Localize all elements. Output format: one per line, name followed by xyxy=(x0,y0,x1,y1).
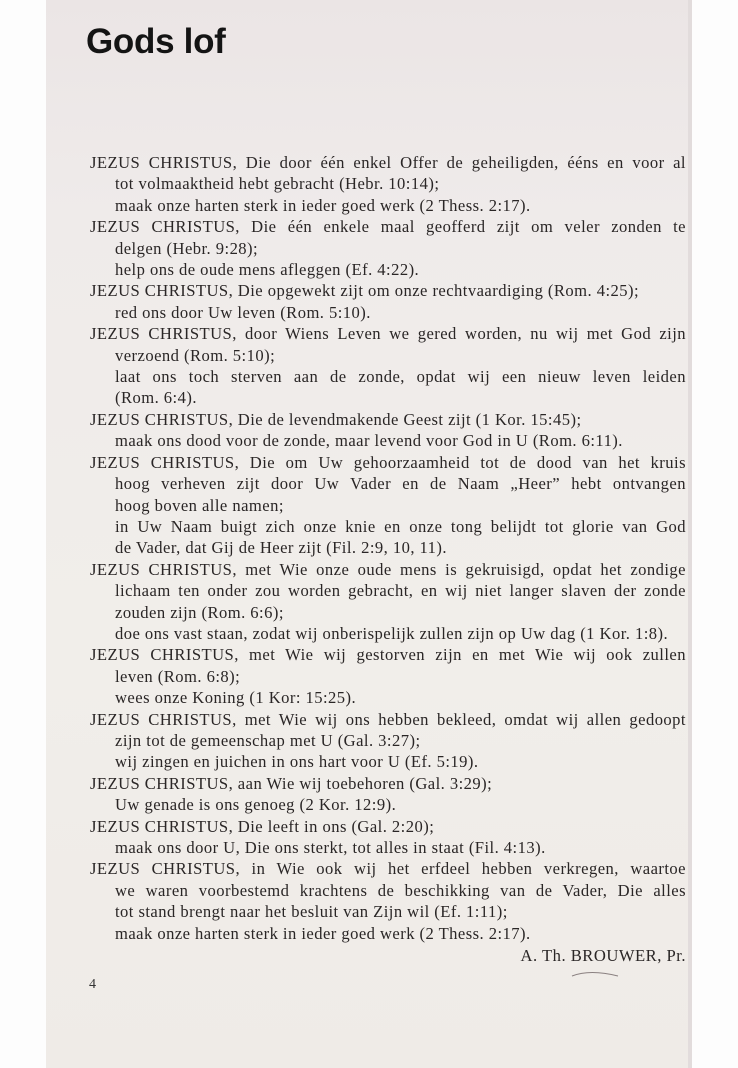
litany-entry xyxy=(90,559,686,645)
invocation-line: zouden zijn (Rom. 6:6); xyxy=(115,602,284,622)
invocation-line: JEZUS CHRISTUS, met Wie wij gestorven zijn en met Wie wij ook zullen xyxy=(90,645,686,665)
invocation-line: JEZUS CHRISTUS, door Wiens Leven we gered worden, nu wij met God zijn xyxy=(90,324,686,344)
litany-text xyxy=(90,152,686,944)
invocation-line: JEZUS CHRISTUS, met Wie onze oude mens is gekruisigd, opdat het zondige xyxy=(90,559,686,579)
invocation-line: zijn tot de gemeenschap met U (Gal. 3:27); xyxy=(115,730,421,750)
litany-entry xyxy=(90,773,686,816)
invocation-line: hoog boven alle namen; xyxy=(115,495,284,515)
invocation-line: lichaam ten onder zou worden gebracht, en wij niet langer slaven der zonde xyxy=(115,581,686,601)
response-line: maak onze harten sterk in ieder goed werk (2 Thess. 2:17). xyxy=(115,923,531,943)
signature-flourish xyxy=(570,970,620,978)
litany-entry xyxy=(90,816,686,859)
invocation-line: JEZUS CHRISTUS, met Wie wij ons hebben bekleed, omdat wij allen gedoopt xyxy=(90,709,686,729)
litany-entry xyxy=(90,152,686,216)
response-line: maak ons dood voor de zonde, maar levend voor God in U (Rom. 6:11). xyxy=(115,431,623,451)
invocation-line: we waren voorbestemd krachtens de beschikking van de Vader, Die alles xyxy=(115,880,686,900)
invocation-line: JEZUS CHRISTUS, Die leeft in ons (Gal. 2:20); xyxy=(90,816,435,836)
litany-entry xyxy=(90,409,686,452)
response-line: de Vader, dat Gij de Heer zijt (Fil. 2:9, 10, 11). xyxy=(115,538,447,558)
litany-entry xyxy=(90,709,686,773)
response-line: (Rom. 6:4). xyxy=(115,388,197,408)
invocation-line: hoog verheven zijt door Uw Vader en de Naam „Heer” hebt ontvangen xyxy=(115,474,686,494)
page-edge xyxy=(688,0,692,1068)
invocation-line: JEZUS CHRISTUS, aan Wie wij toebehoren (Gal. 3:29); xyxy=(90,773,493,793)
invocation-line: JEZUS CHRISTUS, Die opgewekt zijt om onze rechtvaardiging (Rom. 4:25); xyxy=(90,281,640,301)
litany-entry xyxy=(90,280,686,323)
response-line: maak onze harten sterk in ieder goed werk (2 Thess. 2:17). xyxy=(115,195,531,215)
invocation-line: leven (Rom. 6:8); xyxy=(115,666,241,686)
litany-entry xyxy=(90,858,686,944)
litany-entry xyxy=(90,452,686,559)
invocation-line: JEZUS CHRISTUS, in Wie ook wij het erfdeel hebben verkregen, waartoe xyxy=(90,859,686,879)
page-title: Gods lof xyxy=(86,22,226,61)
invocation-line: JEZUS CHRISTUS, Die door één enkel Offer de geheiligden, ééns en voor al xyxy=(90,153,686,172)
response-line: help ons de oude mens afleggen (Ef. 4:22). xyxy=(115,260,420,280)
invocation-line: JEZUS CHRISTUS, Die de levendmakende Geest zijt (1 Kor. 15:45); xyxy=(90,409,582,429)
signature: A. Th. BROUWER, Pr. xyxy=(520,946,686,965)
litany-entry xyxy=(90,216,686,280)
response-line: wees onze Koning (1 Kor: 15:25). xyxy=(115,688,357,708)
response-line: maak ons door U, Die ons sterkt, tot alles in staat (Fil. 4:13). xyxy=(115,838,546,857)
litany-entry xyxy=(90,644,686,708)
invocation-line: JEZUS CHRISTUS, Die één enkele maal geofferd zijt om veler zonden te xyxy=(90,217,686,237)
response-line: Uw genade is ons genoeg (2 Kor. 12:9). xyxy=(115,795,397,815)
response-line: doe ons vast staan, zodat wij onberispelijk zullen zijn op Uw dag (1 Kor. 1:8). xyxy=(115,623,669,643)
litany-entry xyxy=(90,323,686,409)
invocation-line: delgen (Hebr. 9:28); xyxy=(115,238,259,258)
response-line: laat ons toch sterven aan de zonde, opdat wij een nieuw leven leiden xyxy=(115,367,686,387)
invocation-line: tot volmaaktheid hebt gebracht (Hebr. 10:14); xyxy=(115,174,440,194)
response-line: in Uw Naam buigt zich onze knie en onze tong belijdt tot glorie van God xyxy=(115,516,686,536)
response-line: red ons door Uw leven (Rom. 5:10). xyxy=(115,302,371,322)
invocation-line: JEZUS CHRISTUS, Die om Uw gehoorzaamheid tot de dood van het kruis xyxy=(90,452,686,472)
response-line: wij zingen en juichen in ons hart voor U (Ef. 5:19). xyxy=(115,752,479,772)
page-number: 4 xyxy=(89,977,96,992)
invocation-line: verzoend (Rom. 5:10); xyxy=(115,345,276,365)
invocation-line: tot stand brengt naar het besluit van Zijn wil (Ef. 1:11); xyxy=(115,902,508,922)
